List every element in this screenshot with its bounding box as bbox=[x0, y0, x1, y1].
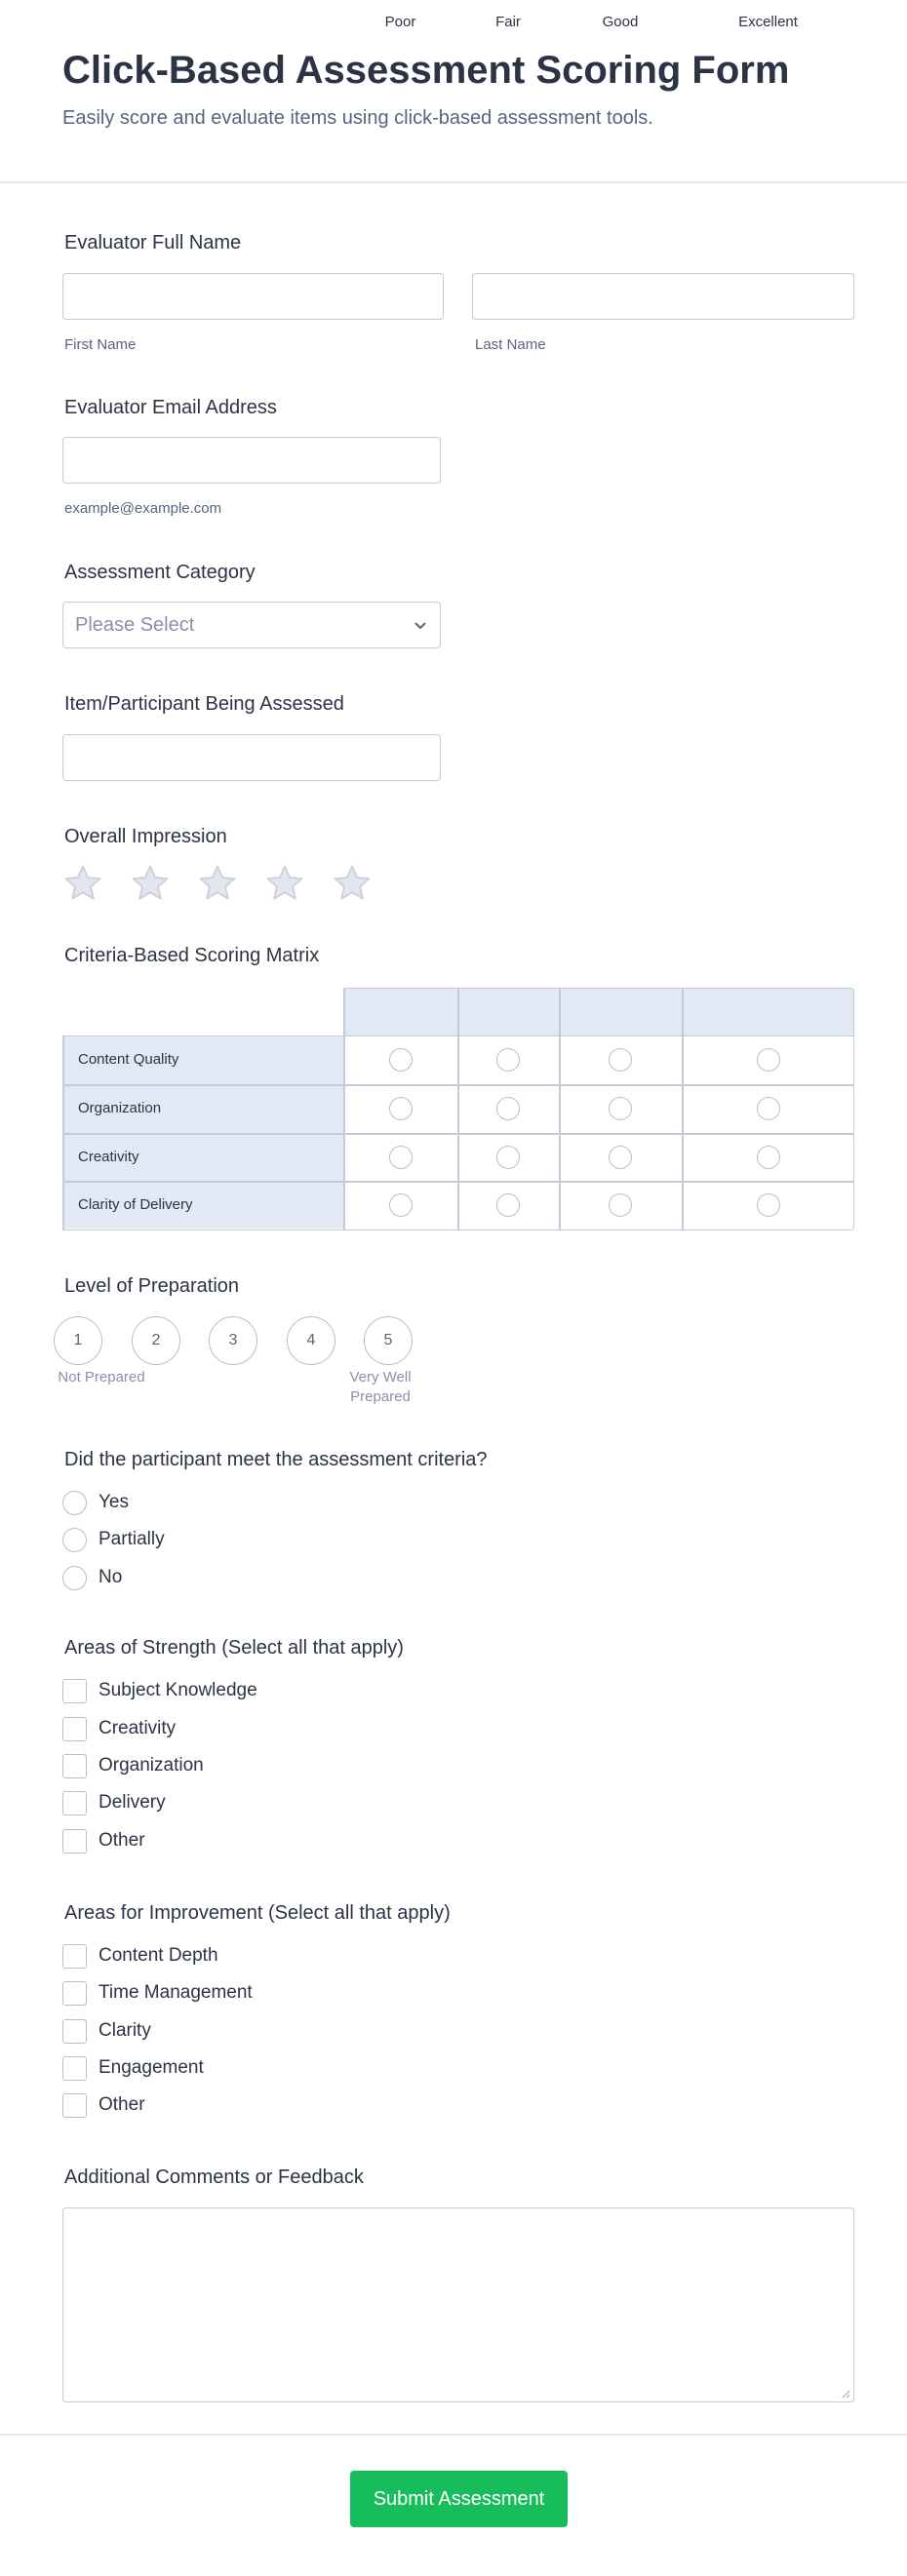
matrix-radio[interactable] bbox=[609, 1146, 632, 1169]
option-label: Other bbox=[99, 1830, 145, 1851]
matrix-row-label: Creativity bbox=[62, 1134, 343, 1182]
criteria-met-label: Did the participant meet the assessment criteria? bbox=[64, 1449, 488, 1470]
matrix-radio[interactable] bbox=[757, 1193, 780, 1217]
matrix-radio[interactable] bbox=[389, 1048, 413, 1072]
checkbox[interactable] bbox=[62, 1829, 87, 1854]
evaluator-name-label: Evaluator Full Name bbox=[64, 232, 242, 254]
star-icon[interactable] bbox=[197, 863, 238, 904]
scale-max-label-line1: Very Well bbox=[349, 1369, 412, 1386]
checkbox[interactable] bbox=[62, 2093, 87, 2118]
matrix-radio[interactable] bbox=[496, 1193, 520, 1217]
checkbox-option[interactable] bbox=[62, 2019, 453, 2045]
strengths-label: Areas of Strength (Select all that apply) bbox=[64, 1637, 404, 1659]
scale-option[interactable]: 4 bbox=[287, 1316, 335, 1365]
matrix-column-header: Good bbox=[602, 14, 639, 30]
page-title: Click-Based Assessment Scoring Form bbox=[62, 49, 790, 92]
matrix-radio[interactable] bbox=[757, 1048, 780, 1072]
checkbox[interactable] bbox=[62, 1944, 87, 1969]
checkbox[interactable] bbox=[62, 2019, 87, 2044]
matrix-radio[interactable] bbox=[609, 1193, 632, 1217]
checkbox[interactable] bbox=[62, 1717, 87, 1741]
checkbox[interactable] bbox=[62, 1791, 87, 1815]
matrix-row-divider bbox=[62, 1181, 854, 1183]
radio-option[interactable] bbox=[62, 1528, 453, 1553]
matrix-column-header: Excellent bbox=[738, 14, 798, 30]
scale-option[interactable]: 5 bbox=[364, 1316, 413, 1365]
matrix-radio[interactable] bbox=[389, 1146, 413, 1169]
chevron-down-icon bbox=[411, 616, 430, 636]
option-label: Content Depth bbox=[99, 1945, 218, 1966]
matrix-row-label: Content Quality bbox=[62, 1036, 343, 1084]
matrix-row-divider bbox=[62, 1133, 854, 1135]
option-label: Subject Knowledge bbox=[99, 1680, 257, 1700]
scale-option[interactable]: 1 bbox=[54, 1316, 102, 1365]
star-icon[interactable] bbox=[130, 863, 171, 904]
matrix-radio[interactable] bbox=[609, 1097, 632, 1120]
option-label: Time Management bbox=[99, 1982, 253, 2003]
preparation-label: Level of Preparation bbox=[64, 1275, 240, 1297]
option-label: Engagement bbox=[99, 2057, 204, 2078]
matrix-radio[interactable] bbox=[496, 1146, 520, 1169]
last-name-input[interactable] bbox=[472, 273, 854, 320]
page-subtitle: Easily score and evaluate items using click-based assessment tools. bbox=[62, 107, 653, 129]
scale-max-label-line2: Prepared bbox=[350, 1388, 411, 1405]
item-input[interactable] bbox=[62, 734, 441, 781]
checkbox-option[interactable] bbox=[62, 1791, 453, 1816]
checkbox[interactable] bbox=[62, 1754, 87, 1778]
star-icon[interactable] bbox=[264, 863, 305, 904]
star-icon[interactable] bbox=[62, 863, 103, 904]
matrix-radio[interactable] bbox=[757, 1146, 780, 1169]
first-name-sublabel: First Name bbox=[64, 336, 137, 353]
checkbox-option[interactable] bbox=[62, 1754, 453, 1779]
comments-textarea[interactable] bbox=[62, 2207, 854, 2402]
radio-button[interactable] bbox=[62, 1566, 87, 1590]
option-label: Organization bbox=[99, 1755, 204, 1776]
checkbox[interactable] bbox=[62, 2056, 87, 2081]
matrix-label: Criteria-Based Scoring Matrix bbox=[64, 945, 320, 966]
matrix-radio[interactable] bbox=[757, 1097, 780, 1120]
email-field[interactable] bbox=[62, 437, 441, 484]
checkbox-option[interactable] bbox=[62, 1829, 453, 1854]
checkbox-option[interactable] bbox=[62, 1981, 453, 2007]
star-icon[interactable] bbox=[332, 863, 373, 904]
scale-option[interactable]: 2 bbox=[132, 1316, 180, 1365]
radio-button[interactable] bbox=[62, 1491, 87, 1515]
matrix-row-label: Clarity of Delivery bbox=[62, 1182, 343, 1229]
impression-label: Overall Impression bbox=[64, 826, 227, 847]
matrix-divider bbox=[343, 988, 345, 1230]
option-label: Other bbox=[99, 2094, 145, 2115]
first-name-input[interactable] bbox=[62, 273, 444, 320]
matrix-radio[interactable] bbox=[389, 1193, 413, 1217]
scale-min-label: Not Prepared bbox=[58, 1369, 145, 1386]
checkbox[interactable] bbox=[62, 1981, 87, 2006]
matrix-radio[interactable] bbox=[496, 1097, 520, 1120]
checkbox-option[interactable] bbox=[62, 1679, 453, 1704]
matrix-radio[interactable] bbox=[389, 1097, 413, 1120]
option-label: Clarity bbox=[99, 2020, 151, 2041]
category-placeholder: Please Select bbox=[75, 614, 195, 636]
email-sublabel: example@example.com bbox=[64, 500, 222, 517]
matrix-row-divider bbox=[62, 1084, 854, 1086]
resize-handle-icon[interactable] bbox=[841, 2389, 850, 2399]
last-name-sublabel: Last Name bbox=[475, 336, 546, 353]
option-label: Partially bbox=[99, 1529, 165, 1549]
evaluator-email-label: Evaluator Email Address bbox=[64, 397, 277, 418]
checkbox[interactable] bbox=[62, 1679, 87, 1703]
matrix-row-label: Organization bbox=[62, 1085, 343, 1133]
checkbox-option[interactable] bbox=[62, 1944, 453, 1970]
matrix-column-header: Poor bbox=[384, 14, 416, 30]
radio-option[interactable] bbox=[62, 1566, 453, 1591]
footer-divider bbox=[0, 2434, 907, 2436]
matrix-radio[interactable] bbox=[609, 1048, 632, 1072]
scale-option[interactable]: 3 bbox=[209, 1316, 257, 1365]
matrix-header bbox=[343, 988, 854, 1036]
comments-label: Additional Comments or Feedback bbox=[64, 2166, 364, 2188]
checkbox-option[interactable] bbox=[62, 2056, 453, 2082]
matrix-divider bbox=[62, 1035, 64, 1230]
checkbox-option[interactable] bbox=[62, 1717, 453, 1742]
radio-option[interactable] bbox=[62, 1491, 453, 1516]
option-label: Yes bbox=[99, 1492, 129, 1512]
option-label: Delivery bbox=[99, 1792, 166, 1813]
radio-button[interactable] bbox=[62, 1528, 87, 1552]
submit-button[interactable]: Submit Assessment bbox=[350, 2471, 568, 2527]
option-label: No bbox=[99, 1567, 123, 1587]
category-select[interactable] bbox=[62, 602, 441, 648]
item-label: Item/Participant Being Assessed bbox=[64, 693, 344, 715]
option-label: Creativity bbox=[99, 1718, 177, 1738]
category-label: Assessment Category bbox=[64, 562, 256, 583]
checkbox-option[interactable] bbox=[62, 2093, 453, 2119]
matrix-column-header: Fair bbox=[495, 14, 521, 30]
matrix-radio[interactable] bbox=[496, 1048, 520, 1072]
improvement-label: Areas for Improvement (Select all that apply) bbox=[64, 1902, 451, 1924]
